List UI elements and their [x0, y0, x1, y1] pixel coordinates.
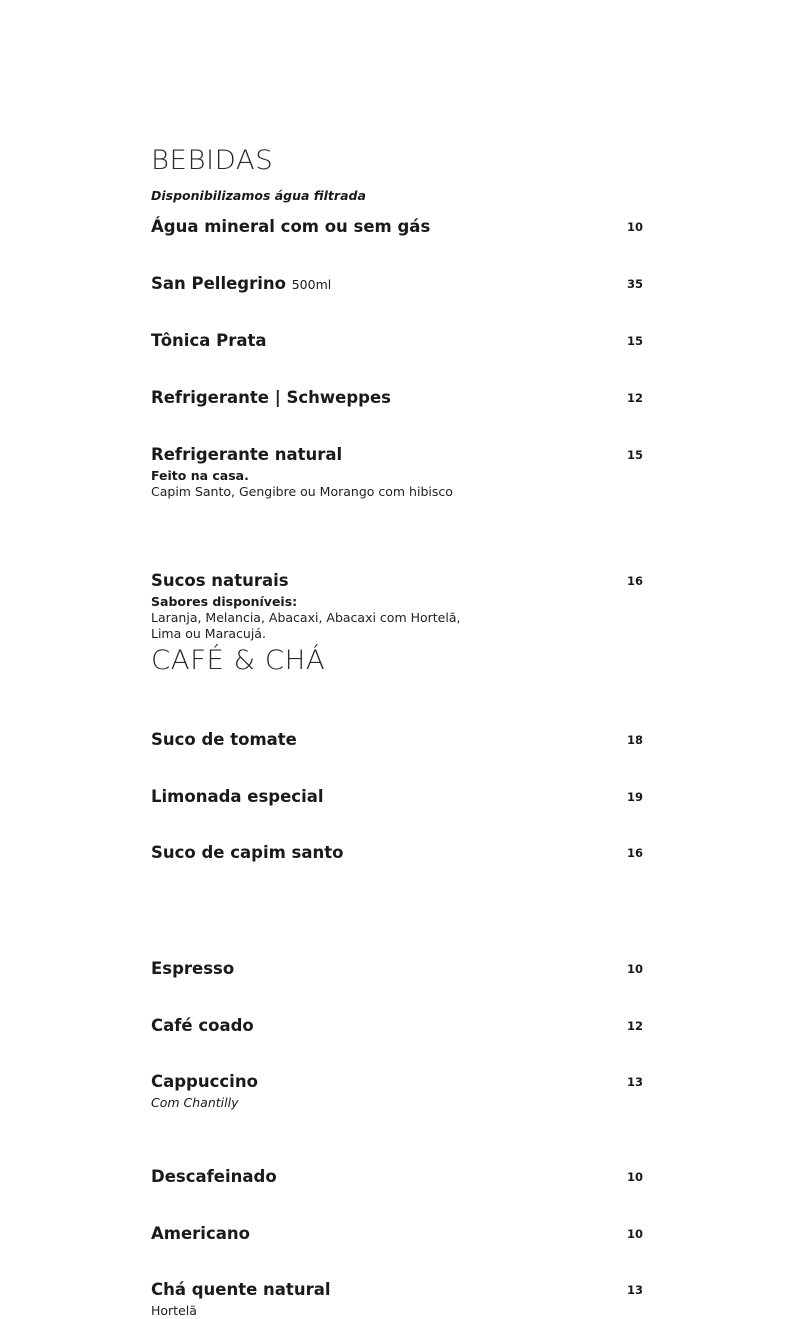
item-subtitle: Sabores disponíveis:: [151, 594, 298, 609]
item-price: 12: [626, 1019, 643, 1033]
bebidas-section: [151, 146, 643, 203]
menu-item: [151, 730, 643, 750]
item-name: Chá quente natural: [151, 1280, 331, 1299]
menu-item: [151, 571, 643, 642]
item-name: Descafeinado: [151, 1167, 277, 1186]
item-name: Cappuccino: [151, 1072, 258, 1091]
menu-item: [151, 274, 643, 295]
item-name: Americano: [151, 1224, 250, 1243]
section-title: BEBIDAS: [151, 145, 274, 176]
item-name: Refrigerante natural: [151, 445, 343, 464]
item-price: 12: [626, 391, 643, 405]
item-price: 13: [626, 1283, 643, 1297]
item-name: [151, 274, 643, 295]
item-description: Hortelã: [151, 1303, 197, 1318]
item-price: 16: [626, 846, 643, 860]
menu-item: [151, 1224, 643, 1244]
item-name: Sucos naturais: [151, 571, 289, 590]
item-name: Suco de capim santo: [151, 843, 344, 862]
item-price: 16: [626, 574, 643, 588]
item-name: Café coado: [151, 1016, 254, 1035]
menu-item: [151, 331, 643, 351]
item-name: Água mineral com ou sem gás: [151, 217, 431, 236]
item-name: Tônica Prata: [151, 331, 267, 350]
item-price: 15: [626, 334, 643, 348]
item-description: Lima ou Maracujá.: [151, 626, 266, 641]
item-name: Suco de tomate: [151, 730, 297, 749]
menu-item: [151, 1280, 643, 1319]
item-name: Refrigerante | Schweppes: [151, 388, 391, 407]
item-description: Capim Santo, Gengibre ou Morango com hibisco: [151, 484, 453, 499]
item-price: 18: [626, 733, 643, 747]
menu-item: [151, 445, 643, 500]
menu-item: [151, 843, 643, 863]
menu-item: [151, 217, 643, 237]
menu-item: [151, 1072, 643, 1111]
cafe-section: [151, 646, 643, 676]
menu-item: [151, 1016, 643, 1036]
item-price: 10: [626, 962, 643, 976]
menu-item: [151, 1167, 643, 1187]
item-description: Com Chantilly: [151, 1095, 239, 1110]
item-price: 35: [626, 277, 643, 291]
item-name: Limonada especial: [151, 787, 324, 806]
item-price: 10: [626, 1170, 643, 1184]
menu-item: [151, 388, 643, 408]
item-subtitle: Feito na casa.: [151, 468, 249, 483]
item-price: 15: [626, 448, 643, 462]
item-price: 13: [626, 1075, 643, 1089]
item-price: 19: [626, 790, 643, 804]
item-price: 10: [626, 220, 643, 234]
item-size: 500ml: [291, 277, 332, 292]
section-title: CAFÉ & CHÁ: [151, 645, 326, 676]
menu-item: [151, 959, 643, 979]
section-note: Disponibilizamos água filtrada: [151, 188, 366, 203]
menu-item: [151, 787, 643, 807]
item-description: Laranja, Melancia, Abacaxi, Abacaxi com Hortelã,: [151, 610, 461, 625]
item-name-text: San Pellegrino: [151, 274, 286, 293]
item-price: 10: [626, 1227, 643, 1241]
item-name: Espresso: [151, 959, 235, 978]
